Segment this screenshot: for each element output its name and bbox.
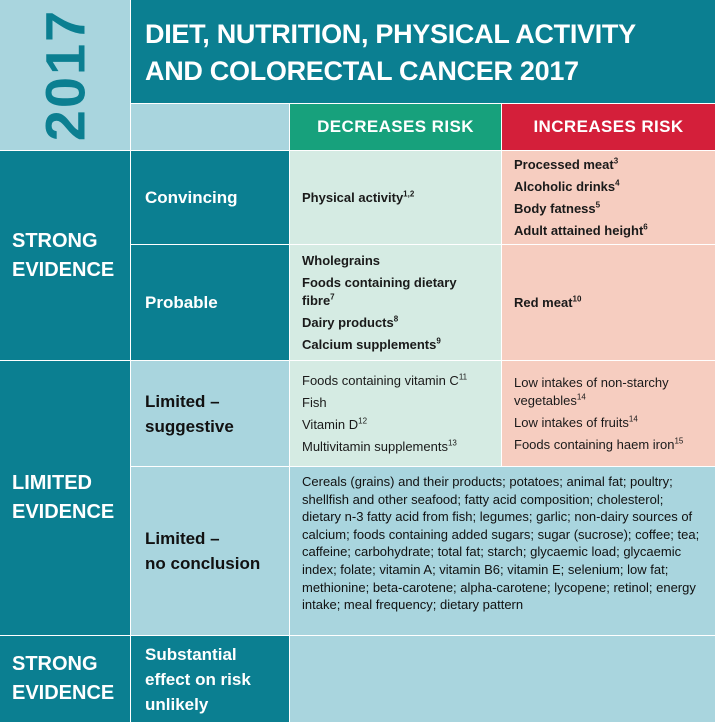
probable-decreases-cell [290, 245, 501, 360]
level-label-line: Probable [145, 293, 218, 312]
limited-suggestive-increases-cell [502, 361, 715, 466]
strength-label-line: EVIDENCE [12, 258, 115, 281]
strength-limited-evidence [0, 361, 130, 635]
level-label-line: Limited – [145, 391, 220, 411]
title-panel [131, 0, 715, 103]
level-label-line: unlikely [145, 694, 209, 714]
increases-risk-header: INCREASES RISK [502, 104, 715, 150]
level-limited-no-conclusion [131, 467, 289, 635]
level-label-line: no conclusion [145, 554, 261, 573]
limited-suggestive-decreases-cell [290, 361, 501, 466]
year-label: 2017 [33, 8, 97, 142]
factor-item: Foods containing haem iron$^{15}$ [514, 436, 684, 452]
factor-item: Vitamin $D^{12}$ [302, 416, 368, 432]
strength-label-line: STRONG [12, 653, 98, 675]
factor-item: Foods containing dietary fibre$^7$ [302, 274, 457, 308]
factor-item: Calcium supplements$^9$ [302, 336, 441, 352]
strength-strong-evidence [0, 151, 130, 360]
probable-increases-cell [502, 245, 715, 360]
factor-item: Foods containing vitamin $C^{11}$ [302, 372, 468, 388]
factor-item: Red meat$^{10}$ [514, 294, 582, 310]
factor-item: Body fatness$^5$ [514, 200, 601, 216]
title-line-1: DIET, NUTRITION, PHYSICAL ACTIVITY [145, 19, 636, 49]
level-label-line: suggestive [145, 416, 234, 436]
strength-strong-evidence-unlikely [0, 636, 130, 722]
strength-label-line: EVIDENCE [12, 501, 115, 523]
factor-item: Wholegrains [302, 252, 381, 268]
decreases-risk-header: DECREASES RISK [290, 104, 501, 150]
factor-item: Multivitamin supplements$^{13}$ [302, 438, 457, 454]
level-label-line: Limited – [145, 529, 220, 548]
substantial-effect-unlikely-cell [290, 636, 715, 722]
level-limited-suggestive [131, 361, 289, 466]
level-convincing [131, 151, 289, 244]
factor-item: Processed meat$^3$ [514, 156, 619, 172]
factor-item: Fish [302, 394, 327, 410]
header-spacer [131, 104, 289, 150]
year-panel [0, 0, 130, 150]
strength-label-line: EVIDENCE [12, 682, 115, 704]
factor-item: Alcoholic drinks$^4$ [514, 178, 620, 194]
factor-item: Dairy products$^8$ [302, 314, 399, 330]
strength-label-line: STRONG [12, 229, 98, 252]
strength-label-line: LIMITED [12, 472, 92, 494]
factor-item: Low intakes of fruits$^{14}$ [514, 414, 638, 430]
factor-item: Adult attained height$^6$ [514, 222, 648, 238]
factor-item: Physical activity$^{1,2}$ [302, 189, 415, 205]
convincing-increases-cell [502, 151, 715, 244]
level-probable [131, 245, 289, 360]
level-label-line: effect on risk [145, 669, 251, 689]
level-substantial-effect-unlikely [131, 636, 289, 722]
page-title [145, 16, 636, 90]
level-label-line: Substantial [145, 644, 237, 664]
limited-no-conclusion-cell: Cereals (grains) and their products; potatoes; animal fat; poultry; shellfish and other seafood; fatty acid composition; cholesterol; dietary n-3 fatty acid from fish; legumes; garlic; non-dairy sources of calcium; foods containing added sugars; sugar (sucrose); coffee; tea; caffeine; carbohydrate; total fat; starch; glycaemic load; glycaemic index; folate; vitamin A; vitamin B6; vitamin E; selenium; low fat; methionine; beta-carotene; alpha-carotene; lycopene; retinol; energy intake; meal frequency; dietary pattern [290, 467, 715, 635]
convincing-decreases-cell [290, 151, 501, 244]
level-label-line: Convincing [145, 188, 238, 207]
factor-item: Low intakes of non-starchy vegetables$^{14}$ [514, 374, 669, 408]
title-line-2: AND COLORECTAL CANCER 2017 [145, 56, 579, 86]
